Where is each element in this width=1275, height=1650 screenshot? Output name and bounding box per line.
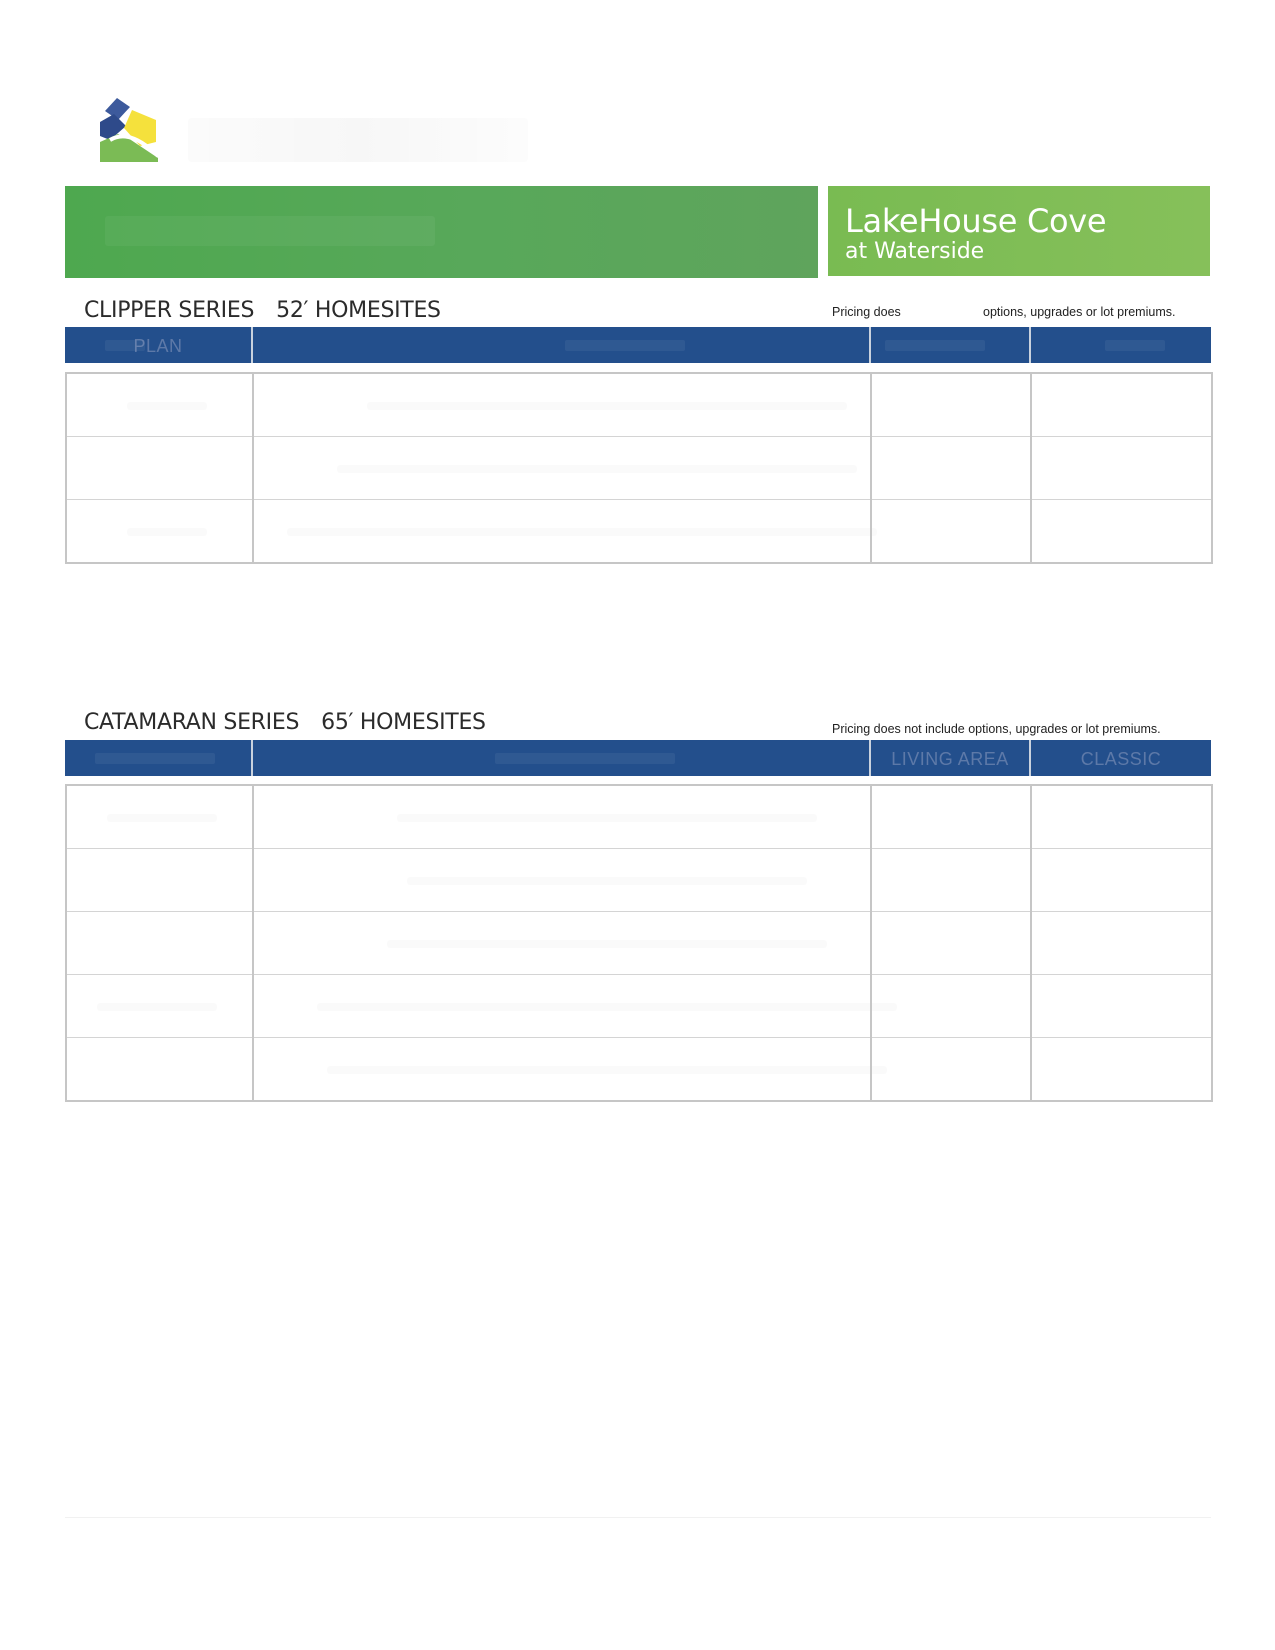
section-title-catamaran <box>84 710 486 735</box>
table-row <box>67 1037 1211 1100</box>
homesite-size: 65′ HOMESITES <box>321 710 486 735</box>
faded-cell <box>317 1003 897 1011</box>
table-row <box>67 499 1211 562</box>
column-divider <box>252 786 254 1100</box>
faded-header-label <box>885 340 985 351</box>
table-body-clipper <box>65 372 1213 564</box>
column-divider <box>869 327 871 363</box>
title-banner <box>65 186 818 278</box>
faded-cell <box>287 528 877 536</box>
column-header-living-area: LIVING AREA <box>891 749 1009 769</box>
table-row <box>67 974 1211 1037</box>
table-header-clipper <box>65 327 1211 363</box>
table-row <box>67 374 1211 436</box>
column-divider <box>870 374 872 562</box>
table-row <box>67 848 1211 911</box>
series-name: CATAMARAN SERIES <box>84 710 300 735</box>
faded-banner-title <box>105 216 435 246</box>
table-body-catamaran <box>65 784 1213 1102</box>
faded-cell <box>127 402 207 410</box>
faded-cell <box>397 814 817 822</box>
column-header-classic: CLASSIC <box>1080 749 1162 769</box>
column-divider <box>870 786 872 1100</box>
column-divider <box>1029 327 1031 363</box>
column-divider <box>1030 374 1032 562</box>
series-name: CLIPPER SERIES <box>84 298 255 323</box>
section-title-clipper <box>84 298 441 323</box>
column-divider <box>251 327 253 363</box>
faded-cell <box>367 402 847 410</box>
table-row <box>67 786 1211 848</box>
pricing-note-end: options, upgrades or lot premiums. <box>983 305 1176 319</box>
column-divider <box>1030 786 1032 1100</box>
column-divider <box>869 740 871 776</box>
pricing-note: Pricing does not include options, upgrades or lot premiums. <box>832 722 1161 736</box>
table-row <box>67 911 1211 974</box>
faded-cell <box>107 814 217 822</box>
faded-cell <box>127 528 207 536</box>
community-banner <box>828 186 1210 276</box>
column-divider <box>252 374 254 562</box>
faded-cell <box>387 940 827 948</box>
house-leaf-logo-icon <box>100 98 166 164</box>
column-header-plan: PLAN <box>133 336 183 356</box>
logo-wordmark-faint <box>188 118 528 162</box>
faded-header-label <box>565 340 685 351</box>
column-divider <box>1029 740 1031 776</box>
faded-cell <box>407 877 807 885</box>
faded-cell <box>97 1003 217 1011</box>
community-name: LakeHouse Cove <box>845 202 1107 240</box>
table-header-catamaran <box>65 740 1211 776</box>
homesite-size: 52′ HOMESITES <box>276 298 441 323</box>
footer-divider <box>65 1517 1211 1518</box>
column-divider <box>251 740 253 776</box>
faded-cell <box>337 465 857 473</box>
pricing-note-start: Pricing does <box>832 305 901 319</box>
faded-header-label <box>105 340 145 351</box>
community-subtitle: at Waterside <box>845 239 985 264</box>
faded-cell <box>327 1066 887 1074</box>
faded-header-label <box>1105 340 1165 351</box>
faded-header-label <box>95 753 215 764</box>
faded-header-label <box>495 753 675 764</box>
table-row <box>67 436 1211 499</box>
